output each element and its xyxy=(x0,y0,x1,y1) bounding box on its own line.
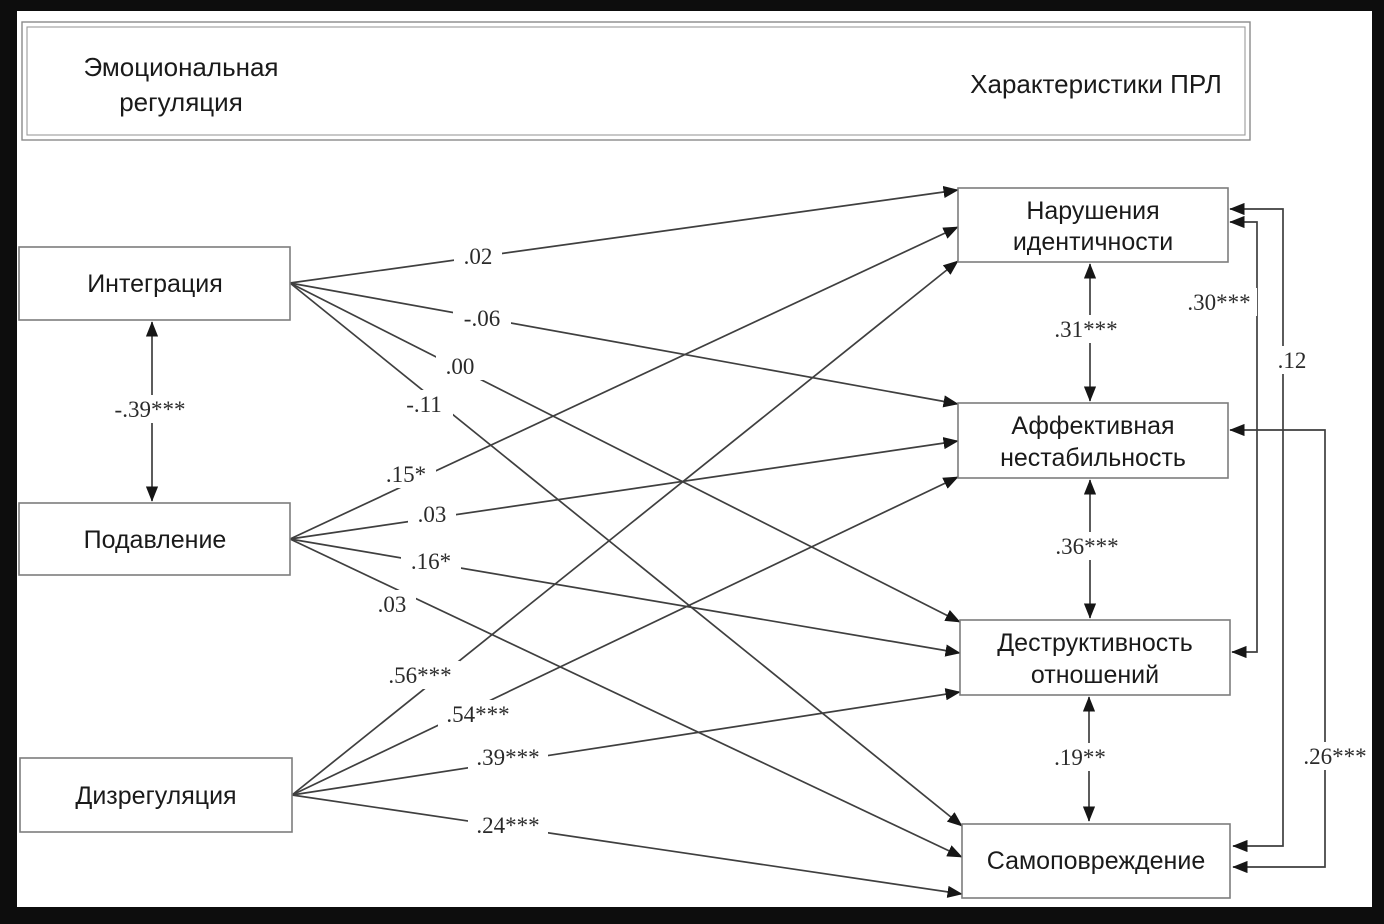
coef-corr-identity-destructive: .30*** xyxy=(1187,290,1251,315)
coef-suppression-destructive: .16* xyxy=(410,549,452,574)
coef-corr-integration-suppression: -.39*** xyxy=(114,397,186,422)
coef-corr-affective-destructive: .36*** xyxy=(1055,534,1119,559)
coef-dysregulation-destructive: .39*** xyxy=(476,745,540,770)
coef-dysregulation-affective: .54*** xyxy=(446,702,510,727)
coef-integration-selfharm: -.11 xyxy=(406,392,442,417)
coef-dysregulation-identity: .56*** xyxy=(388,663,452,688)
node-selfharm-label: Самоповреждение xyxy=(986,847,1206,875)
node-identity-label-line1: Нарушения xyxy=(1026,197,1160,225)
node-destructive-label-line2: отношений xyxy=(1030,661,1160,689)
coef-integration-destructive: .00 xyxy=(445,354,475,379)
coef-suppression-identity: .15* xyxy=(385,462,427,487)
node-affective-label-line2: нестабильность xyxy=(1000,444,1186,472)
header-right-title: Характеристики ПРЛ xyxy=(970,69,1222,99)
coef-integration-affective: -.06 xyxy=(463,306,501,331)
node-destructive-label-line1: Деструктивность xyxy=(997,629,1193,657)
header-left-title-line1: Эмоциональная xyxy=(83,52,279,82)
node-integration-label: Интеграция xyxy=(87,270,223,298)
coef-corr-destructive-selfharm: .19** xyxy=(1054,745,1106,770)
coef-corr-identity-affective: .31*** xyxy=(1054,317,1118,342)
coef-corr-identity-selfharm: .12 xyxy=(1277,348,1307,373)
node-suppression-label: Подавление xyxy=(83,526,227,554)
coef-dysregulation-selfharm: .24*** xyxy=(476,813,540,838)
coef-suppression-affective: .03 xyxy=(417,502,447,527)
coef-corr-affective-selfharm: .26*** xyxy=(1303,744,1367,769)
coef-integration-identity: .02 xyxy=(463,244,493,269)
node-affective-label-line1: Аффективная xyxy=(1011,412,1175,440)
header-left-title-line2: регуляция xyxy=(119,87,243,117)
coef-suppression-selfharm: .03 xyxy=(377,592,407,617)
node-dysregulation-label: Дизрегуляция xyxy=(75,782,237,810)
node-identity-label-line2: идентичности xyxy=(1012,228,1174,256)
